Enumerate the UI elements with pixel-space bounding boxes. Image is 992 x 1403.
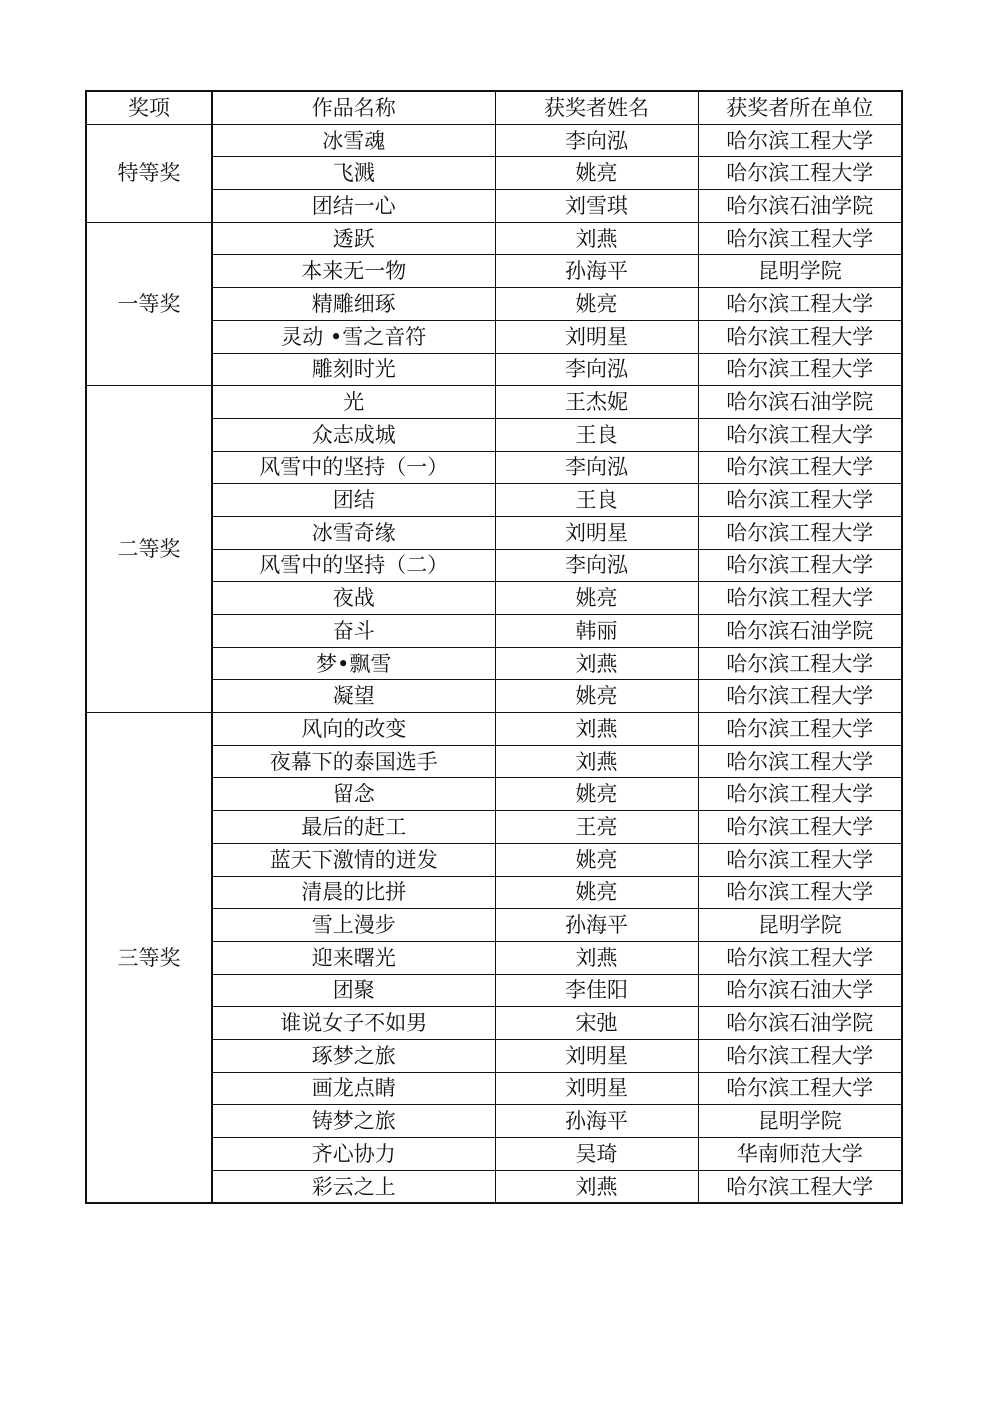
winner-unit-cell: 哈尔滨工程大学 [698, 647, 902, 680]
winner-name-cell: 刘燕 [495, 745, 698, 778]
winner-name-cell: 姚亮 [495, 157, 698, 190]
winner-unit-cell: 华南师范大学 [698, 1138, 902, 1171]
work-title-cell: 齐心协力 [212, 1138, 495, 1171]
table-body [86, 124, 902, 1203]
winner-name-cell: 王良 [495, 484, 698, 517]
winner-name-cell: 姚亮 [495, 680, 698, 713]
winner-unit-cell: 昆明学院 [698, 1105, 902, 1138]
work-title-cell: 风雪中的坚持（一） [212, 451, 495, 484]
winner-name-cell: 刘燕 [495, 1170, 698, 1203]
winner-name-cell: 刘明星 [495, 516, 698, 549]
header-row [86, 91, 902, 124]
work-title-cell: 夜战 [212, 582, 495, 615]
winner-unit-cell: 哈尔滨工程大学 [698, 582, 902, 615]
table-row [86, 124, 902, 157]
winner-name-cell: 刘明星 [495, 1039, 698, 1072]
award-level-cell: 特等奖 [86, 124, 212, 222]
winner-unit-cell: 哈尔滨工程大学 [698, 353, 902, 386]
winner-unit-cell: 昆明学院 [698, 255, 902, 288]
work-title-cell: 精雕细琢 [212, 288, 495, 321]
winner-name-cell: 孙海平 [495, 1105, 698, 1138]
work-title-cell: 最后的赶工 [212, 811, 495, 844]
winner-name-cell: 姚亮 [495, 778, 698, 811]
winner-unit-cell: 哈尔滨工程大学 [698, 157, 902, 190]
winner-name-cell: 刘燕 [495, 222, 698, 255]
winner-unit-cell: 哈尔滨工程大学 [698, 713, 902, 746]
work-title-cell: 团结一心 [212, 190, 495, 223]
winner-name-cell: 王良 [495, 418, 698, 451]
winner-unit-cell: 哈尔滨工程大学 [698, 941, 902, 974]
work-title-cell: 冰雪魂 [212, 124, 495, 157]
work-title-cell: 画龙点睛 [212, 1072, 495, 1105]
award-level-cell: 二等奖 [86, 386, 212, 713]
header-work-title: 作品名称 [212, 91, 495, 124]
winner-unit-cell: 哈尔滨工程大学 [698, 124, 902, 157]
winner-unit-cell: 哈尔滨工程大学 [698, 418, 902, 451]
work-title-cell: 蓝天下激情的迸发 [212, 843, 495, 876]
winner-name-cell: 李向泓 [495, 353, 698, 386]
work-title-cell: 奋斗 [212, 615, 495, 648]
work-title-cell: 彩云之上 [212, 1170, 495, 1203]
winner-unit-cell: 哈尔滨工程大学 [698, 549, 902, 582]
work-title-cell: 团结 [212, 484, 495, 517]
award-level-cell: 三等奖 [86, 713, 212, 1204]
winner-unit-cell: 哈尔滨石油学院 [698, 1007, 902, 1040]
work-title-cell: 雕刻时光 [212, 353, 495, 386]
winner-unit-cell: 哈尔滨工程大学 [698, 1039, 902, 1072]
work-title-cell: 冰雪奇缘 [212, 516, 495, 549]
table-row [86, 222, 902, 255]
header-winner-name: 获奖者姓名 [495, 91, 698, 124]
header-winner-unit: 获奖者所在单位 [698, 91, 902, 124]
work-title-cell: 众志成城 [212, 418, 495, 451]
winner-unit-cell: 哈尔滨工程大学 [698, 516, 902, 549]
work-title-cell: 清晨的比拼 [212, 876, 495, 909]
awards-table [85, 90, 903, 1204]
winner-unit-cell: 哈尔滨工程大学 [698, 320, 902, 353]
work-title-cell: 飞溅 [212, 157, 495, 190]
work-title-cell: 团聚 [212, 974, 495, 1007]
winner-name-cell: 韩丽 [495, 615, 698, 648]
work-title-cell: 琢梦之旅 [212, 1039, 495, 1072]
winner-unit-cell: 哈尔滨工程大学 [698, 843, 902, 876]
winner-name-cell: 刘明星 [495, 320, 698, 353]
winner-name-cell: 刘燕 [495, 647, 698, 680]
winner-unit-cell: 哈尔滨工程大学 [698, 876, 902, 909]
work-title-cell: 凝望 [212, 680, 495, 713]
winner-name-cell: 姚亮 [495, 582, 698, 615]
winner-unit-cell: 哈尔滨工程大学 [698, 1072, 902, 1105]
work-title-cell: 风向的改变 [212, 713, 495, 746]
winner-name-cell: 王亮 [495, 811, 698, 844]
winner-unit-cell: 哈尔滨工程大学 [698, 288, 902, 321]
work-title-cell: 梦•飘雪 [212, 647, 495, 680]
winner-unit-cell: 哈尔滨工程大学 [698, 811, 902, 844]
work-title-cell: 夜幕下的泰国选手 [212, 745, 495, 778]
winner-unit-cell: 哈尔滨石油学院 [698, 615, 902, 648]
table-row [86, 386, 902, 419]
table-header [86, 91, 902, 124]
winner-unit-cell: 哈尔滨工程大学 [698, 222, 902, 255]
winner-name-cell: 刘燕 [495, 713, 698, 746]
winner-name-cell: 姚亮 [495, 288, 698, 321]
winner-unit-cell: 哈尔滨石油大学 [698, 974, 902, 1007]
header-award: 奖项 [86, 91, 212, 124]
winner-name-cell: 宋弛 [495, 1007, 698, 1040]
work-title-cell: 迎来曙光 [212, 941, 495, 974]
winner-name-cell: 刘明星 [495, 1072, 698, 1105]
winner-name-cell: 孙海平 [495, 909, 698, 942]
work-title-cell: 风雪中的坚持（二） [212, 549, 495, 582]
winner-name-cell: 李向泓 [495, 451, 698, 484]
award-level-cell: 一等奖 [86, 222, 212, 385]
winner-name-cell: 李向泓 [495, 549, 698, 582]
winner-unit-cell: 哈尔滨工程大学 [698, 745, 902, 778]
work-title-cell: 雪上漫步 [212, 909, 495, 942]
winner-unit-cell: 哈尔滨石油学院 [698, 190, 902, 223]
winner-name-cell: 刘燕 [495, 941, 698, 974]
winner-unit-cell: 哈尔滨工程大学 [698, 451, 902, 484]
winner-name-cell: 李佳阳 [495, 974, 698, 1007]
winner-unit-cell: 哈尔滨工程大学 [698, 1170, 902, 1203]
work-title-cell: 本来无一物 [212, 255, 495, 288]
work-title-cell: 留念 [212, 778, 495, 811]
winner-name-cell: 李向泓 [495, 124, 698, 157]
work-title-cell: 透跃 [212, 222, 495, 255]
winner-unit-cell: 哈尔滨工程大学 [698, 680, 902, 713]
winner-name-cell: 姚亮 [495, 843, 698, 876]
winner-unit-cell: 哈尔滨工程大学 [698, 778, 902, 811]
winner-unit-cell: 昆明学院 [698, 909, 902, 942]
work-title-cell: 铸梦之旅 [212, 1105, 495, 1138]
work-title-cell: 光 [212, 386, 495, 419]
work-title-cell: 谁说女子不如男 [212, 1007, 495, 1040]
winner-name-cell: 王杰妮 [495, 386, 698, 419]
winner-name-cell: 吴琦 [495, 1138, 698, 1171]
winner-unit-cell: 哈尔滨工程大学 [698, 484, 902, 517]
winner-name-cell: 孙海平 [495, 255, 698, 288]
winner-name-cell: 姚亮 [495, 876, 698, 909]
table-row [86, 713, 902, 746]
winner-unit-cell: 哈尔滨石油学院 [698, 386, 902, 419]
work-title-cell: 灵动 •雪之音符 [212, 320, 495, 353]
winner-name-cell: 刘雪琪 [495, 190, 698, 223]
